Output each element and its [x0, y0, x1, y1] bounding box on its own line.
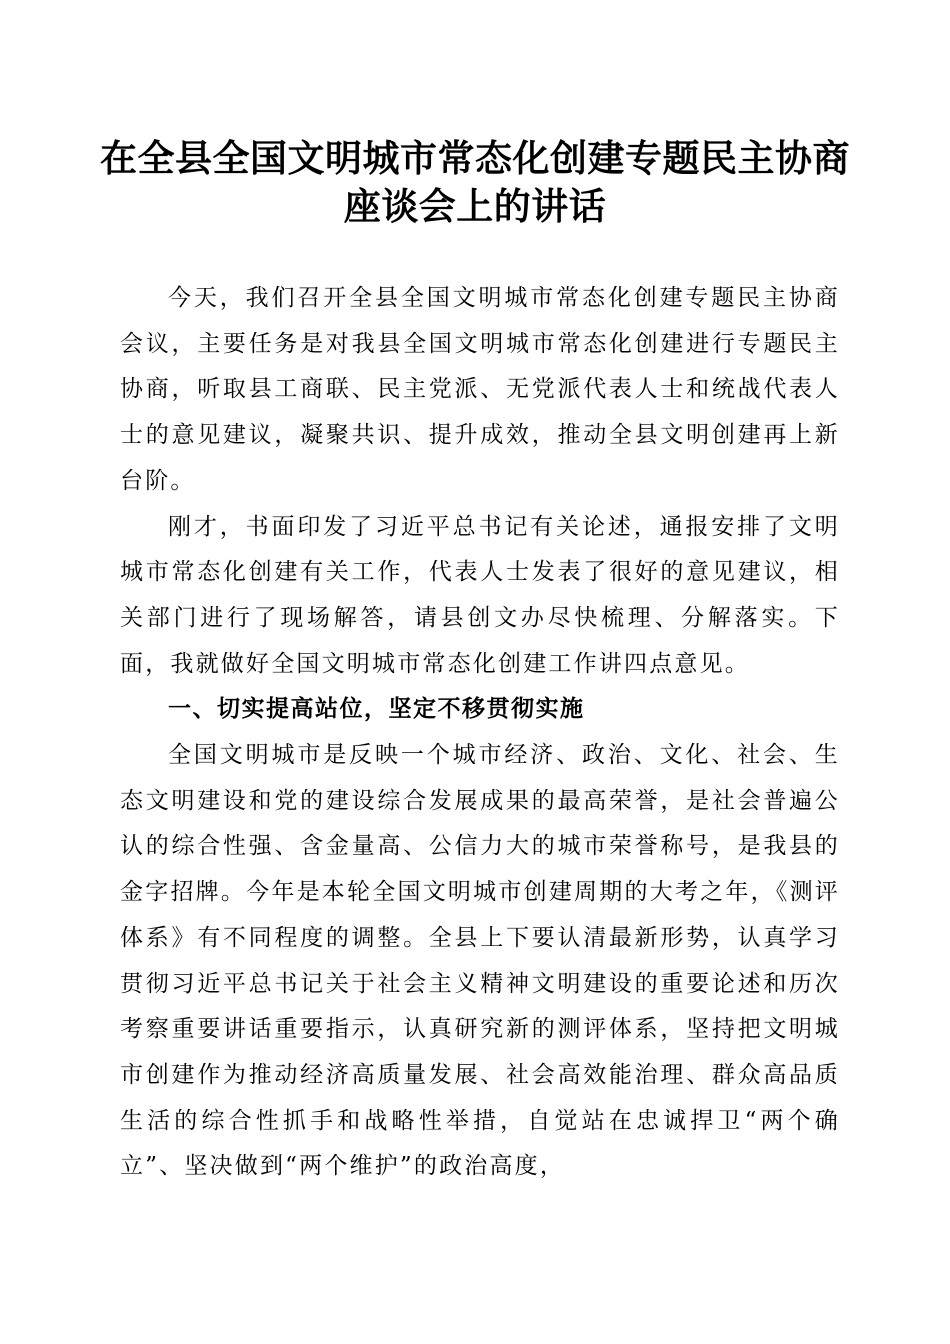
- paragraph-overview: 刚才，书面印发了习近平总书记有关论述，通报安排了文明城市常态化创建有关工作，代表人士发表了很好的意见建议，相关部门进行了现场解答，请县创文办尽快梳理、分解落实。下面，我就做好全国文明城市常态化创建工作讲四点意见。: [120, 513, 840, 677]
- document-body: [120, 276, 840, 1190]
- paragraph-opening: 今天，我们召开全县全国文明城市常态化创建专题民主协商会议，主要任务是对我县全国文明城市常态化创建进行专题民主协商，听取县工商联、民主党派、无党派代表人士和统战代表人士的意见建议，凝聚共识、提升成效，推动全县文明创建再上新台阶。: [120, 285, 840, 494]
- title-line-2: 座谈会上的讲话: [343, 184, 607, 228]
- paragraph-section-1: 全国文明城市是反映一个城市经济、政治、文化、社会、生态文明建设和党的建设综合发展成果的最高荣誉，是社会普遍公认的综合性强、含金量高、公信力大的城市荣誉称号，是我县的金字招牌。今年是本轮全国文明城市创建周期的大考之年，《测评体系》有不同程度的调整。全县上下要认清最新形势，认真学习贯彻习近平总书记关于社会主义精神文明建设的重要论述和历次考察重要讲话重要指示，认真研究新的测评体系，坚持把文明城市创建作为推动经济高质量发展、社会高效能治理、群众高品质生活的综合性抓手和战略性举措，自觉站在忠诚捍卫“两个确立”、坚决做到“两个维护”的政治高度，: [120, 742, 840, 1180]
- section-heading-1: 一、切实提高站位，坚定不移贯彻实施: [168, 696, 585, 723]
- document-title: [100, 134, 850, 230]
- title-line-1: 在全县全国文明城市常态化创建专题民主协商: [100, 136, 850, 180]
